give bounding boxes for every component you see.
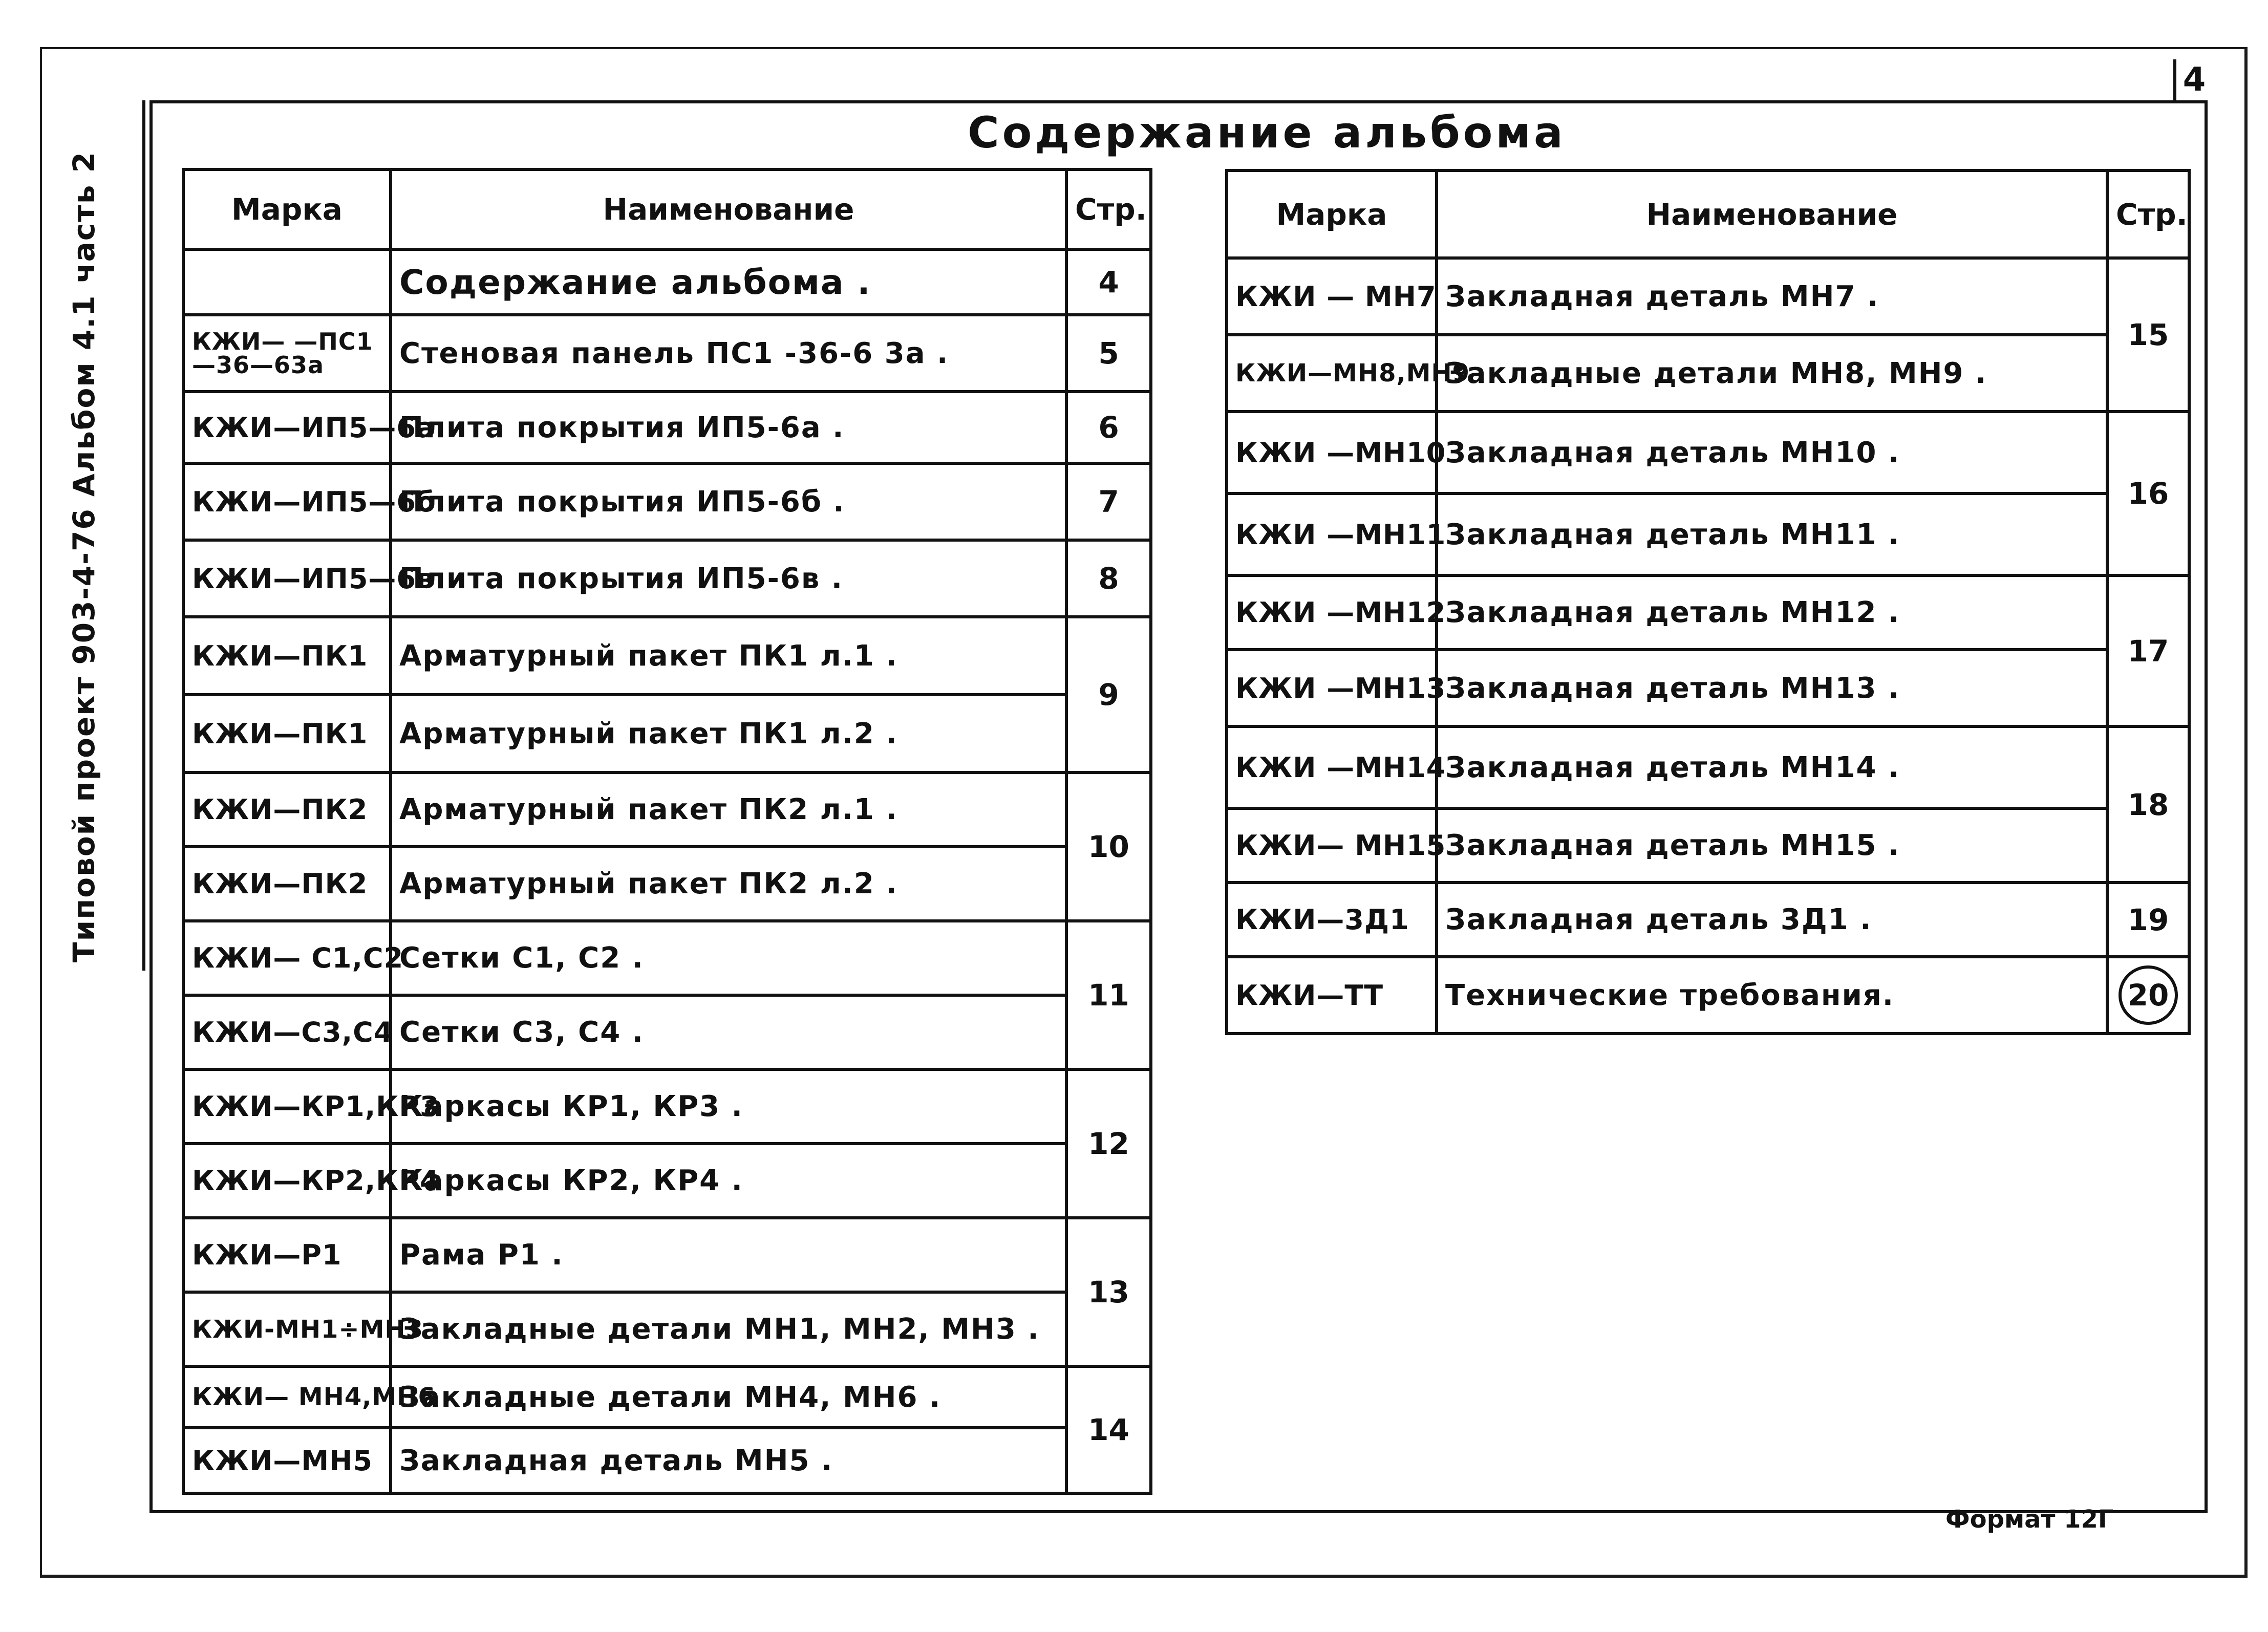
table-row xyxy=(183,1366,1151,1428)
row-mark: КЖИ—МН8,МН9 xyxy=(1227,335,1437,412)
table-row xyxy=(1227,412,2189,493)
row-mark: КЖИ —МН10 xyxy=(1227,412,1437,493)
table-row xyxy=(183,1428,1151,1493)
row-name: Арматурный пакет ПК2 л.1 . xyxy=(391,772,1066,847)
row-name: Стеновая панель ПС1 -36-6 3а . xyxy=(391,315,1066,392)
row-page: 10 xyxy=(1066,772,1151,921)
row-name: Закладные детали МН1, МН2, МН3 . xyxy=(391,1292,1066,1366)
side-label: Типовой проект 903-4-76 Альбом 4.1 часть 2 xyxy=(67,151,101,962)
row-mark: КЖИ—КР1,КР3 xyxy=(183,1069,391,1144)
circled-page-number: 20 xyxy=(2119,965,2178,1025)
header-name: Наименование xyxy=(391,169,1066,249)
row-mark xyxy=(183,249,391,315)
header-page: Стр. xyxy=(1066,169,1151,249)
table-row xyxy=(1227,335,2189,412)
row-mark: КЖИ— МН4,МН6 xyxy=(183,1366,391,1428)
row-name: Закладная деталь МН14 . xyxy=(1437,726,2107,808)
page-title: Содержание альбома xyxy=(968,108,1566,158)
table-row xyxy=(183,249,1151,315)
table-row xyxy=(183,847,1151,921)
row-name: Арматурный пакет ПК1 л.2 . xyxy=(391,695,1066,772)
table-row xyxy=(1227,258,2189,335)
table-row xyxy=(1227,493,2189,575)
row-page: 14 xyxy=(1066,1366,1151,1493)
row-name: Закладная деталь МН10 . xyxy=(1437,412,2107,493)
table-row xyxy=(183,392,1151,463)
row-mark: КЖИ —МН11 xyxy=(1227,493,1437,575)
row-page: 18 xyxy=(2107,726,2189,883)
table-row xyxy=(183,315,1151,392)
row-page: 4 xyxy=(1066,249,1151,315)
row-name: Закладная деталь МН12 . xyxy=(1437,575,2107,650)
row-page: 9 xyxy=(1066,617,1151,772)
row-name: Закладные детали МН4, МН6 . xyxy=(391,1366,1066,1428)
row-mark: КЖИ— МН15 xyxy=(1227,808,1437,883)
row-name: Закладные детали МН8, МН9 . xyxy=(1437,335,2107,412)
row-mark: КЖИ— —ПС1—36—63а xyxy=(183,315,391,392)
row-mark: КЖИ—ПК1 xyxy=(183,617,391,695)
table-row xyxy=(183,921,1151,995)
row-name: Плита покрытия ИП5-6в . xyxy=(391,540,1066,617)
table-row xyxy=(183,1292,1151,1366)
row-mark: КЖИ—3Д1 xyxy=(1227,883,1437,957)
row-name: Содержание альбома . xyxy=(391,249,1066,315)
table-row xyxy=(183,540,1151,617)
format-label: Формат 12Г xyxy=(1945,1505,2114,1534)
row-page-cell xyxy=(2107,957,2189,1034)
row-name: Технические требования. xyxy=(1437,957,2107,1034)
row-name: Каркасы КР2, КР4 . xyxy=(391,1144,1066,1218)
row-page: 17 xyxy=(2107,575,2189,726)
header-mark: Марка xyxy=(1227,170,1437,258)
contents-table-right xyxy=(1225,169,2191,1035)
row-page: 11 xyxy=(1066,921,1151,1069)
table-row xyxy=(1227,808,2189,883)
table-row xyxy=(1227,575,2189,650)
row-mark: КЖИ— С1,С2 xyxy=(183,921,391,995)
row-name: Закладная деталь МН15 . xyxy=(1437,808,2107,883)
table-row xyxy=(183,772,1151,847)
table-row xyxy=(183,1144,1151,1218)
row-mark: КЖИ—ИП5—6б xyxy=(183,463,391,540)
row-page: 6 xyxy=(1066,392,1151,463)
row-page: 7 xyxy=(1066,463,1151,540)
table-header-row xyxy=(183,169,1151,249)
row-name: Плита покрытия ИП5-6б . xyxy=(391,463,1066,540)
row-name: Каркасы КР1, КР3 . xyxy=(391,1069,1066,1144)
row-page: 8 xyxy=(1066,540,1151,617)
row-name: Рама Р1 . xyxy=(391,1218,1066,1292)
row-mark: КЖИ—ИП5—6в xyxy=(183,540,391,617)
row-mark: КЖИ—ТТ xyxy=(1227,957,1437,1034)
table-row xyxy=(1227,957,2189,1034)
table-row xyxy=(1227,883,2189,957)
row-name: Плита покрытия ИП5-6а . xyxy=(391,392,1066,463)
table-row xyxy=(183,617,1151,695)
table-row xyxy=(1227,650,2189,726)
row-name: Сетки С1, С2 . xyxy=(391,921,1066,995)
page-number: 4 xyxy=(2173,59,2212,100)
row-page: 16 xyxy=(2107,412,2189,575)
row-mark: КЖИ—ПК1 xyxy=(183,695,391,772)
row-mark: КЖИ—Р1 xyxy=(183,1218,391,1292)
header-mark: Марка xyxy=(183,169,391,249)
table-row xyxy=(183,695,1151,772)
row-mark: КЖИ—КР2,КР4 xyxy=(183,1144,391,1218)
row-name: Закладная деталь МН5 . xyxy=(391,1428,1066,1493)
row-mark: КЖИ —МН14 xyxy=(1227,726,1437,808)
row-name: Закладная деталь 3Д1 . xyxy=(1437,883,2107,957)
row-name: Арматурный пакет ПК1 л.1 . xyxy=(391,617,1066,695)
table-row xyxy=(183,463,1151,540)
row-mark: КЖИ — МН7 xyxy=(1227,258,1437,335)
row-mark: КЖИ —МН13 xyxy=(1227,650,1437,726)
side-strip-divider xyxy=(142,100,145,971)
row-page: 19 xyxy=(2107,883,2189,957)
header-page: Стр. xyxy=(2107,170,2189,258)
table-row xyxy=(1227,726,2189,808)
row-mark: КЖИ-МН1÷МН3 xyxy=(183,1292,391,1366)
row-mark: КЖИ—ПК2 xyxy=(183,772,391,847)
row-mark: КЖИ—С3,С4 xyxy=(183,995,391,1069)
row-mark: КЖИ—ИП5—6а xyxy=(183,392,391,463)
row-page: 5 xyxy=(1066,315,1151,392)
header-name: Наименование xyxy=(1437,170,2107,258)
table-header-row xyxy=(1227,170,2189,258)
table-row xyxy=(183,1218,1151,1292)
table-row xyxy=(183,995,1151,1069)
row-mark: КЖИ—ПК2 xyxy=(183,847,391,921)
row-mark: КЖИ—МН5 xyxy=(183,1428,391,1493)
row-name: Закладная деталь МН13 . xyxy=(1437,650,2107,726)
row-name: Арматурный пакет ПК2 л.2 . xyxy=(391,847,1066,921)
row-mark: КЖИ —МН12 xyxy=(1227,575,1437,650)
row-page: 15 xyxy=(2107,258,2189,412)
row-page: 13 xyxy=(1066,1218,1151,1366)
row-name: Сетки С3, С4 . xyxy=(391,995,1066,1069)
table-row xyxy=(183,1069,1151,1144)
row-page: 12 xyxy=(1066,1069,1151,1218)
contents-table-left xyxy=(182,168,1152,1495)
row-name: Закладная деталь МН11 . xyxy=(1437,493,2107,575)
row-name: Закладная деталь МН7 . xyxy=(1437,258,2107,335)
